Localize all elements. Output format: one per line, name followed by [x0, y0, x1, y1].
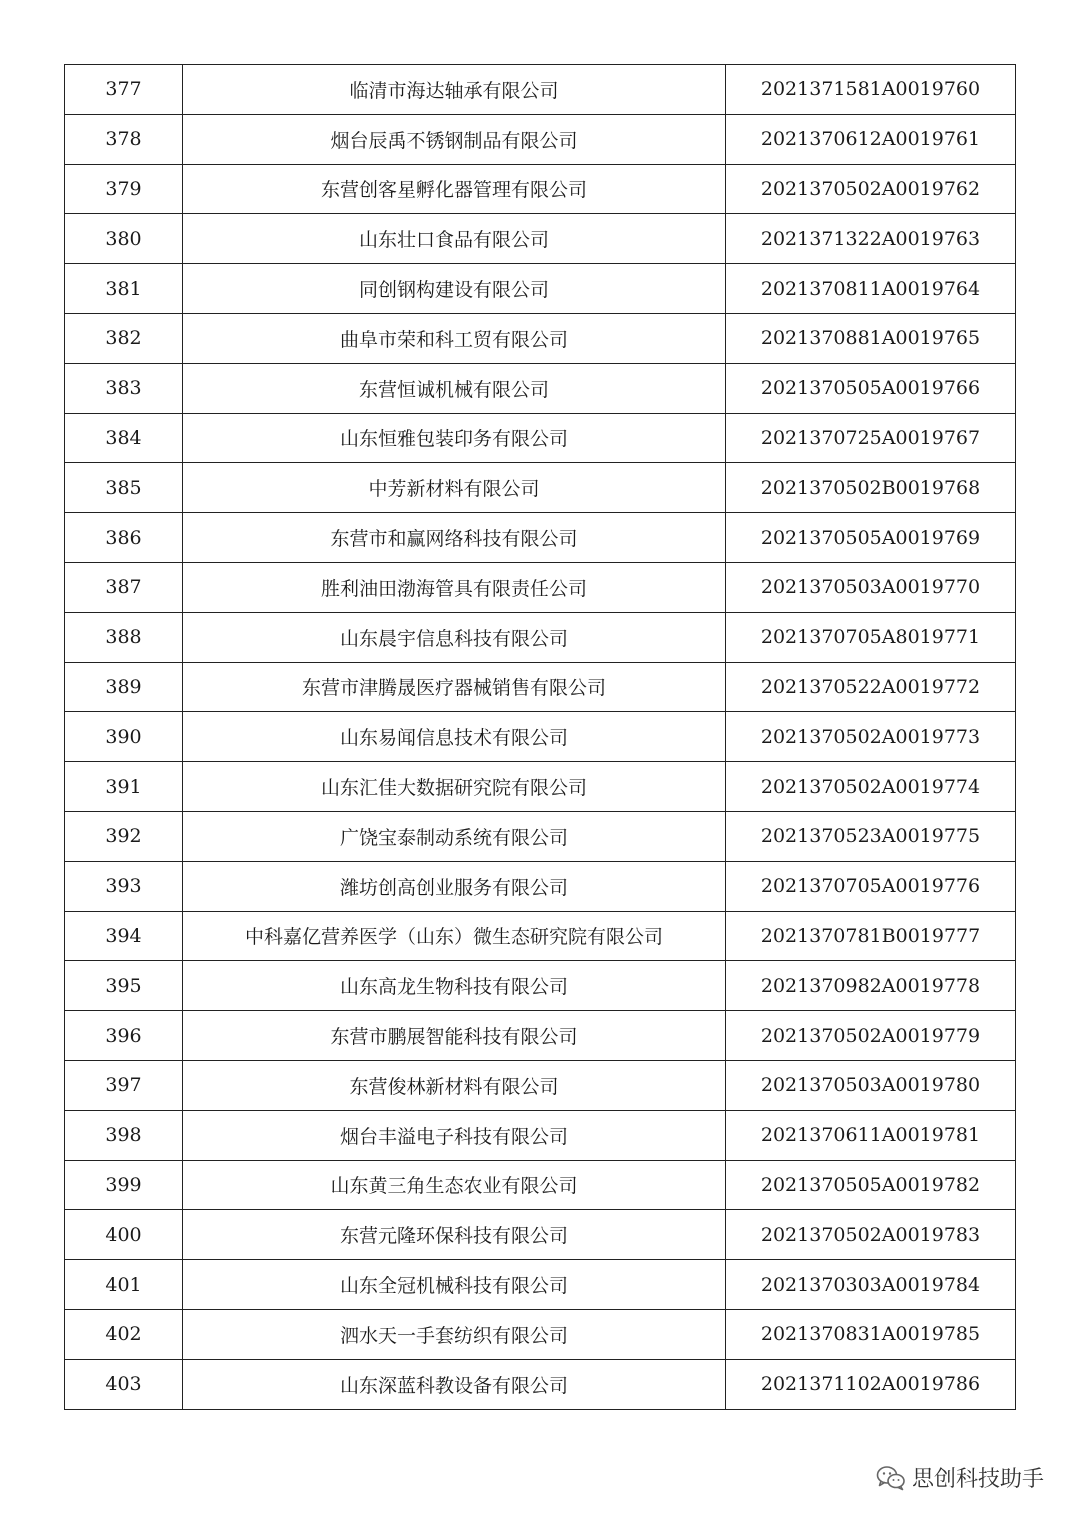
company-name-cell: 东营恒诚机械有限公司 — [183, 363, 726, 413]
row-number-cell: 402 — [65, 1309, 183, 1359]
registration-code-cell: 2021371322A0019763 — [726, 214, 1016, 264]
row-number-cell: 382 — [65, 313, 183, 363]
table-row — [65, 961, 1016, 1011]
row-number-cell: 379 — [65, 164, 183, 214]
row-number-cell: 391 — [65, 762, 183, 812]
registration-code-cell: 2021370502A0019774 — [726, 762, 1016, 812]
company-name-cell: 山东汇佳大数据研究院有限公司 — [183, 762, 726, 812]
company-list-table — [64, 64, 1016, 1410]
table-body — [65, 65, 1016, 1410]
table-row — [65, 1359, 1016, 1409]
table-row — [65, 1110, 1016, 1160]
registration-code-cell: 2021370705A8019771 — [726, 612, 1016, 662]
registration-code-cell: 2021370502A0019762 — [726, 164, 1016, 214]
table-row — [65, 513, 1016, 563]
row-number-cell: 399 — [65, 1160, 183, 1210]
registration-code-cell: 2021370522A0019772 — [726, 662, 1016, 712]
table-row — [65, 463, 1016, 513]
company-name-cell: 山东黄三角生态农业有限公司 — [183, 1160, 726, 1210]
table-row — [65, 861, 1016, 911]
table-row — [65, 413, 1016, 463]
company-name-cell: 山东全冠机械科技有限公司 — [183, 1260, 726, 1310]
registration-code-cell: 2021370523A0019775 — [726, 811, 1016, 861]
registration-code-cell: 2021371581A0019760 — [726, 65, 1016, 115]
registration-code-cell: 2021370503A0019780 — [726, 1060, 1016, 1110]
registration-code-cell: 2021370502A0019783 — [726, 1210, 1016, 1260]
table-row — [65, 1309, 1016, 1359]
row-number-cell: 381 — [65, 264, 183, 314]
table-row — [65, 1160, 1016, 1210]
row-number-cell: 388 — [65, 612, 183, 662]
registration-code-cell: 2021371102A0019786 — [726, 1359, 1016, 1409]
row-number-cell: 386 — [65, 513, 183, 563]
row-number-cell: 396 — [65, 1011, 183, 1061]
registration-code-cell: 2021370505A0019766 — [726, 363, 1016, 413]
row-number-cell: 394 — [65, 911, 183, 961]
row-number-cell: 389 — [65, 662, 183, 712]
table-row — [65, 811, 1016, 861]
registration-code-cell: 2021370831A0019785 — [726, 1309, 1016, 1359]
table-row — [65, 313, 1016, 363]
company-name-cell: 中芳新材料有限公司 — [183, 463, 726, 513]
company-name-cell: 临清市海达轴承有限公司 — [183, 65, 726, 115]
row-number-cell: 397 — [65, 1060, 183, 1110]
registration-code-cell: 2021370881A0019765 — [726, 313, 1016, 363]
registration-code-cell: 2021370505A0019769 — [726, 513, 1016, 563]
company-name-cell: 胜利油田渤海管具有限责任公司 — [183, 562, 726, 612]
company-name-cell: 山东深蓝科教设备有限公司 — [183, 1359, 726, 1409]
company-name-cell: 曲阜市荣和科工贸有限公司 — [183, 313, 726, 363]
company-name-cell: 同创钢构建设有限公司 — [183, 264, 726, 314]
table-row — [65, 562, 1016, 612]
row-number-cell: 385 — [65, 463, 183, 513]
row-number-cell: 380 — [65, 214, 183, 264]
row-number-cell: 392 — [65, 811, 183, 861]
registration-code-cell: 2021370725A0019767 — [726, 413, 1016, 463]
row-number-cell: 401 — [65, 1260, 183, 1310]
company-name-cell: 山东恒雅包装印务有限公司 — [183, 413, 726, 463]
registration-code-cell: 2021370502A0019773 — [726, 712, 1016, 762]
company-name-cell: 山东壮口食品有限公司 — [183, 214, 726, 264]
table-row — [65, 214, 1016, 264]
row-number-cell: 395 — [65, 961, 183, 1011]
company-name-cell: 广饶宝泰制动系统有限公司 — [183, 811, 726, 861]
row-number-cell: 390 — [65, 712, 183, 762]
table-row — [65, 911, 1016, 961]
row-number-cell: 384 — [65, 413, 183, 463]
row-number-cell: 387 — [65, 562, 183, 612]
registration-code-cell: 2021370781B0019777 — [726, 911, 1016, 961]
table-row — [65, 1060, 1016, 1110]
table-row — [65, 264, 1016, 314]
company-name-cell: 东营元隆环保科技有限公司 — [183, 1210, 726, 1260]
table-row — [65, 662, 1016, 712]
watermark — [876, 1462, 1044, 1493]
registration-code-cell: 2021370811A0019764 — [726, 264, 1016, 314]
table-row — [65, 1260, 1016, 1310]
company-name-cell: 东营市鹏展智能科技有限公司 — [183, 1011, 726, 1061]
company-name-cell: 东营创客星孵化器管理有限公司 — [183, 164, 726, 214]
registration-code-cell: 2021370611A0019781 — [726, 1110, 1016, 1160]
row-number-cell: 403 — [65, 1359, 183, 1409]
table-row — [65, 612, 1016, 662]
row-number-cell: 383 — [65, 363, 183, 413]
company-name-cell: 泗水天一手套纺织有限公司 — [183, 1309, 726, 1359]
registration-code-cell: 2021370303A0019784 — [726, 1260, 1016, 1310]
registration-code-cell: 2021370612A0019761 — [726, 114, 1016, 164]
table-row — [65, 363, 1016, 413]
registration-code-cell: 2021370502B0019768 — [726, 463, 1016, 513]
company-name-cell: 山东晨宇信息科技有限公司 — [183, 612, 726, 662]
registration-code-cell: 2021370982A0019778 — [726, 961, 1016, 1011]
table-row — [65, 1011, 1016, 1061]
row-number-cell: 378 — [65, 114, 183, 164]
table-row — [65, 1210, 1016, 1260]
table-row — [65, 762, 1016, 812]
company-name-cell: 东营俊林新材料有限公司 — [183, 1060, 726, 1110]
watermark-text: 思创科技助手 — [911, 1467, 1044, 1492]
company-name-cell: 烟台辰禹不锈钢制品有限公司 — [183, 114, 726, 164]
registration-code-cell: 2021370502A0019779 — [726, 1011, 1016, 1061]
company-name-cell: 东营市津腾晟医疗器械销售有限公司 — [183, 662, 726, 712]
registration-code-cell: 2021370505A0019782 — [726, 1160, 1016, 1210]
table-row — [65, 712, 1016, 762]
company-name-cell: 山东高龙生物科技有限公司 — [183, 961, 726, 1011]
wechat-icon — [876, 1465, 906, 1491]
row-number-cell: 377 — [65, 65, 183, 115]
registration-code-cell: 2021370503A0019770 — [726, 562, 1016, 612]
company-name-cell: 潍坊创高创业服务有限公司 — [183, 861, 726, 911]
table-row — [65, 164, 1016, 214]
row-number-cell: 400 — [65, 1210, 183, 1260]
company-name-cell: 中科嘉亿营养医学（山东）微生态研究院有限公司 — [183, 911, 726, 961]
company-name-cell: 山东易闻信息技术有限公司 — [183, 712, 726, 762]
row-number-cell: 398 — [65, 1110, 183, 1160]
row-number-cell: 393 — [65, 861, 183, 911]
table-row — [65, 114, 1016, 164]
company-name-cell: 烟台丰溢电子科技有限公司 — [183, 1110, 726, 1160]
table-row — [65, 65, 1016, 115]
registration-code-cell: 2021370705A0019776 — [726, 861, 1016, 911]
company-name-cell: 东营市和赢网络科技有限公司 — [183, 513, 726, 563]
